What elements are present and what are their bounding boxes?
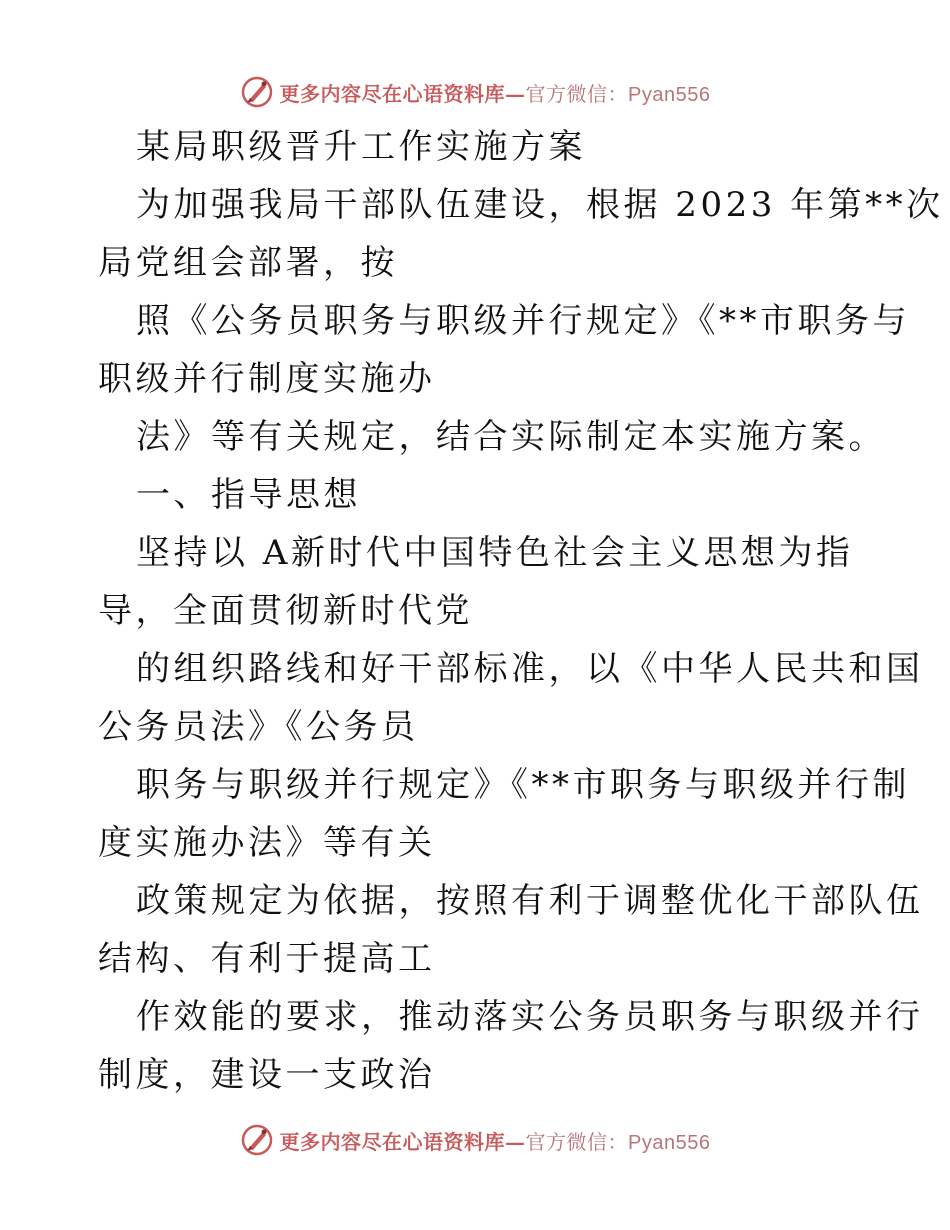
paragraph-line: 职务与职级并行规定》《**市职务与职级并行制 (136, 765, 910, 805)
pen-quill-icon (240, 75, 274, 109)
paragraph-line: 政策规定为依据，按照有利于调整优化干部队伍 (136, 881, 924, 921)
paragraph-line: 公务员法》《公务员 (98, 707, 419, 747)
footer-watermark (0, 1120, 950, 1160)
paragraph-line: 度实施办法》等有关 (98, 823, 436, 863)
paragraph-line: 法》等有关规定，结合实际制定本实施方案。 (136, 417, 886, 457)
paragraph-line: 作效能的要求，推动落实公务员职务与职级并行 (136, 997, 924, 1037)
header-watermark (0, 72, 950, 112)
paragraph-line: 导，全面贯彻新时代党 (98, 591, 473, 631)
pen-quill-icon (240, 1123, 274, 1157)
paragraph-line: 职级并行制度实施办 (98, 359, 436, 399)
document-body (98, 118, 944, 1104)
paragraph-line: 为加强我局干部队伍建设，根据 2023 年第**次 (136, 185, 944, 225)
paragraph-line: 制度，建设一支政治 (98, 1055, 436, 1095)
watermark-text: 更多内容尽在心语资料库—官方微信：Pyan556 (279, 81, 711, 106)
paragraph-line: 的组织路线和好干部标准，以《中华人民共和国 (136, 649, 924, 689)
paragraph-line: 结构、有利于提高工 (98, 939, 436, 979)
document-title: 某局职级晋升工作实施方案 (136, 127, 586, 167)
paragraph-line: 照《公务员职务与职级并行规定》《**市职务与 (136, 301, 910, 341)
paragraph-line: 局党组会部署，按 (98, 243, 398, 283)
paragraph-line: 坚持以 A新时代中国特色社会主义思想为指 (136, 533, 854, 573)
watermark-text: 更多内容尽在心语资料库—官方微信：Pyan556 (279, 1129, 711, 1154)
section-heading: 一、指导思想 (136, 475, 361, 515)
